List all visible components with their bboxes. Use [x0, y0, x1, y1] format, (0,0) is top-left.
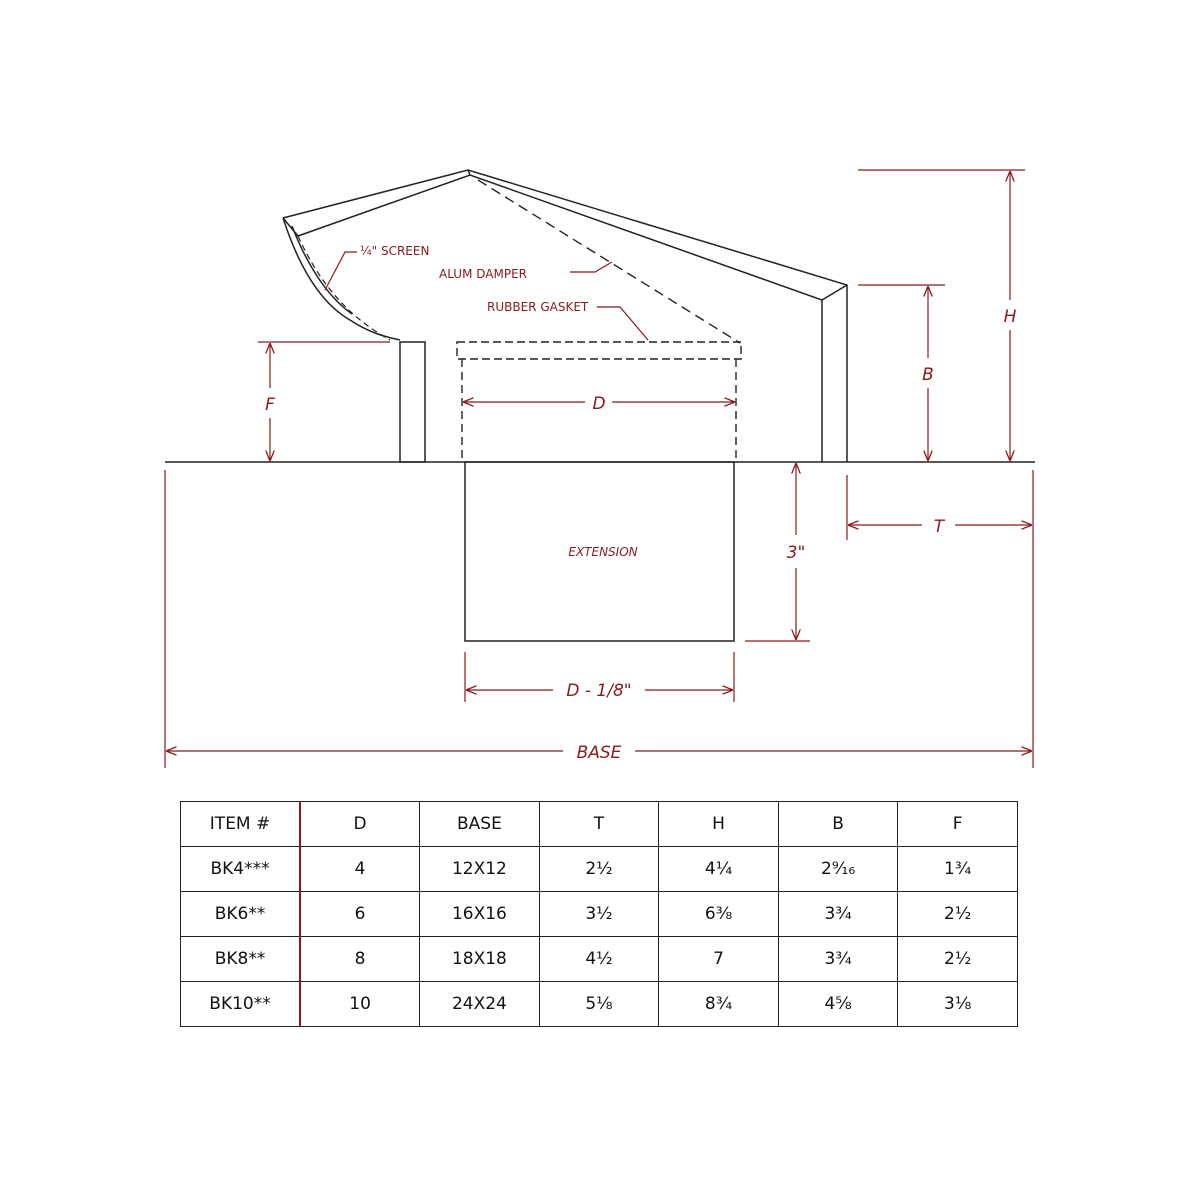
table-cell: BK4***: [181, 847, 301, 892]
table-cell: 5⅛: [539, 982, 659, 1027]
dimension-h: [858, 170, 1025, 460]
table-cell: 3½: [539, 892, 659, 937]
table-cell: 3⅛: [898, 982, 1018, 1027]
dimension-f-label: F: [265, 395, 275, 415]
table-cell: 3¾: [778, 937, 898, 982]
dimension-d-minus: [465, 652, 734, 702]
damper-line: [478, 180, 740, 343]
table-cell: 4⅝: [778, 982, 898, 1027]
gasket-label: RUBBER GASKET: [487, 300, 589, 314]
table-cell: 16X16: [420, 892, 540, 937]
table-cell: 12X12: [420, 847, 540, 892]
roof-hood: [283, 170, 847, 462]
table-cell: 6: [300, 892, 420, 937]
table-row: [181, 892, 1018, 937]
extension-label: EXTENSION: [568, 545, 638, 559]
table-cell: 6⅜: [659, 892, 779, 937]
table-cell: BK8**: [181, 937, 301, 982]
table-row: [181, 847, 1018, 892]
table-header-cell: T: [539, 802, 659, 847]
screen-callout: [325, 244, 429, 290]
table-cell: 8: [300, 937, 420, 982]
screen-lip: [283, 218, 400, 340]
dimension-3in-label: 3": [786, 543, 806, 563]
table-header-row: [181, 802, 1018, 847]
dimension-t-label: T: [933, 517, 945, 537]
table-cell: 3¾: [778, 892, 898, 937]
table-header-cell: BASE: [420, 802, 540, 847]
table-cell: 7: [659, 937, 779, 982]
dimension-base-label: BASE: [576, 743, 622, 763]
table-cell: 2⁹⁄₁₆: [778, 847, 898, 892]
table-row: [181, 937, 1018, 982]
dimension-d: [464, 394, 734, 414]
table-cell: 10: [300, 982, 420, 1027]
table-cell: 2½: [898, 892, 1018, 937]
table-cell: 2½: [539, 847, 659, 892]
damper-label: ALUM DAMPER: [439, 267, 527, 281]
table-cell: 4¼: [659, 847, 779, 892]
table-header-cell: F: [898, 802, 1018, 847]
table-cell: 4½: [539, 937, 659, 982]
table-cell: 18X18: [420, 937, 540, 982]
damper-callout: [439, 262, 612, 281]
dimension-base: [165, 470, 1033, 768]
table-cell: 1¾: [898, 847, 1018, 892]
dimension-t: [847, 475, 1031, 540]
table-header-cell: ITEM #: [181, 802, 301, 847]
dimension-h-label: H: [1003, 307, 1017, 327]
dimension-f: [258, 342, 390, 460]
dimension-3in: [745, 464, 810, 641]
dimension-d-label: D: [592, 394, 606, 414]
rubber-gasket: [457, 342, 741, 359]
table-cell: 4: [300, 847, 420, 892]
table-cell: 2½: [898, 937, 1018, 982]
spec-table: [180, 801, 1018, 1027]
gasket-callout: [487, 300, 648, 340]
screen-label: ¼" SCREEN: [360, 244, 430, 258]
dimension-b-label: B: [922, 365, 934, 385]
table-cell: BK6**: [181, 892, 301, 937]
table-row: [181, 982, 1018, 1027]
dimension-d-minus-label: D - 1/8": [566, 681, 632, 701]
table-header-cell: B: [778, 802, 898, 847]
table-header-cell: H: [659, 802, 779, 847]
front-post: [400, 342, 425, 462]
dimension-b: [858, 285, 945, 460]
table-cell: BK10**: [181, 982, 301, 1027]
table-cell: 8¾: [659, 982, 779, 1027]
table-cell: 24X24: [420, 982, 540, 1027]
table-header-cell: D: [300, 802, 420, 847]
